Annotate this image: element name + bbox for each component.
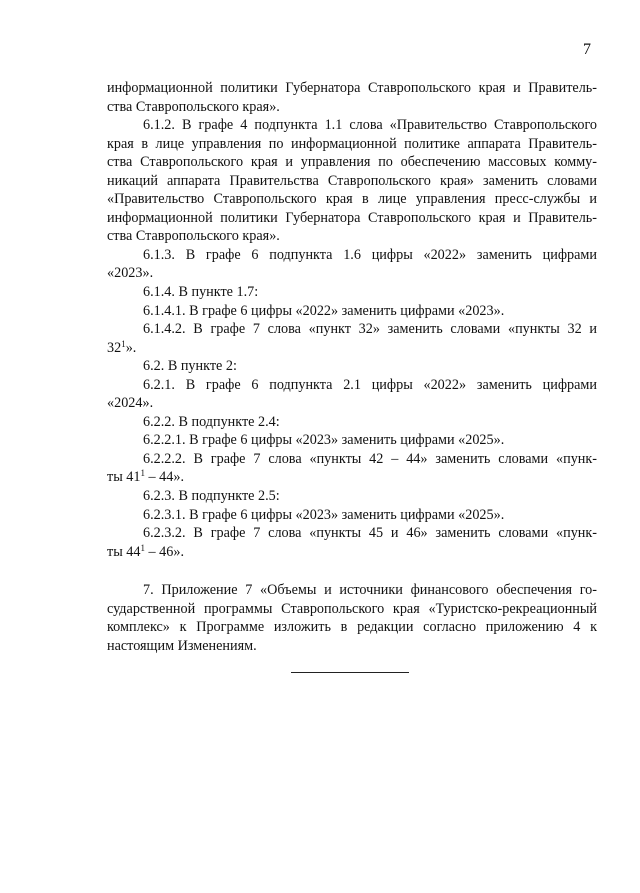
text-line <box>107 339 597 358</box>
text-fragment: ». <box>125 339 137 356</box>
superscript: 1 <box>121 338 126 349</box>
text-line: настоящим Изменениям. <box>107 637 257 654</box>
text-line: «2024». <box>107 395 154 412</box>
superscript: 1 <box>140 468 145 479</box>
text-line: 6.2.3. В подпункте 2.5: <box>143 488 280 505</box>
text-line: 6.1.4.1. В графе 6 цифры «2022» заменить цифрами «2023». <box>143 302 505 319</box>
text-line <box>107 468 597 487</box>
text-fragment: ты 41 <box>107 469 141 486</box>
text-line: «Правительство Ставропольского края в лице управления пресс-службы и <box>107 191 597 208</box>
superscript: 1 <box>140 542 145 553</box>
text-line: никаций аппарата Правительства Ставропольского края» заменить словами <box>107 172 597 189</box>
text-line: 6.2.2.2. В графе 7 слова «пункты 42 – 44» заменить словами «пунк- <box>143 450 597 467</box>
text-line: ства Ставропольского края». <box>107 98 280 115</box>
text-line: «2023». <box>107 265 154 282</box>
document-body <box>107 79 597 655</box>
text-line: 6.2.2.1. В графе 6 цифры «2023» заменить цифрами «2025». <box>143 432 505 449</box>
text-line: 7. Приложение 7 «Объемы и источники финансового обеспечения го- <box>143 582 597 599</box>
closing-divider <box>291 672 409 673</box>
text-line: 6.1.4. В пункте 1.7: <box>143 284 259 301</box>
page-number: 7 <box>583 41 591 58</box>
text-line: 6.1.4.2. В графе 7 слова «пункт 32» заменить словами «пункты 32 и <box>143 321 597 338</box>
text-line: 6.2.2. В подпункте 2.4: <box>143 413 280 430</box>
text-line <box>107 543 597 562</box>
text-line: ства Ставропольского края и управления по обеспечению массовых комму- <box>107 154 597 171</box>
text-line: информационной политики Губернатора Ставропольского края и Правитель- <box>107 80 597 96</box>
text-line: комплекс» к Программе изложить в редакции согласно приложению 4 к <box>107 619 597 636</box>
text-line: 6.1.3. В графе 6 подпункта 1.6 цифры «2022» заменить цифрами <box>143 246 597 263</box>
text-line: ства Ставропольского края». <box>107 228 280 245</box>
text-line: 6.2. В пункте 2: <box>143 358 237 375</box>
text-fragment: 32 <box>107 339 122 356</box>
text-line: края в лице управления по информационной политике аппарата Правитель- <box>107 135 597 152</box>
text-fragment: ты 44 <box>107 543 141 560</box>
text-fragment: – 44». <box>144 469 184 486</box>
text-line: 6.2.3.2. В графе 7 слова «пункты 45 и 46» заменить словами «пунк- <box>143 525 597 542</box>
text-line: информационной политики Губернатора Ставропольского края и Правитель- <box>107 209 597 226</box>
text-line: 6.2.1. В графе 6 подпункта 2.1 цифры «2022» заменить цифрами <box>143 376 597 393</box>
text-line: 6.2.3.1. В графе 6 цифры «2023» заменить цифрами «2025». <box>143 506 505 523</box>
text-fragment: – 46». <box>144 543 184 560</box>
text-line: 6.1.2. В графе 4 подпункта 1.1 слова «Правительство Ставропольского <box>143 117 597 134</box>
text-line: сударственной программы Ставропольского края «Туристско-рекреационный <box>107 600 597 617</box>
